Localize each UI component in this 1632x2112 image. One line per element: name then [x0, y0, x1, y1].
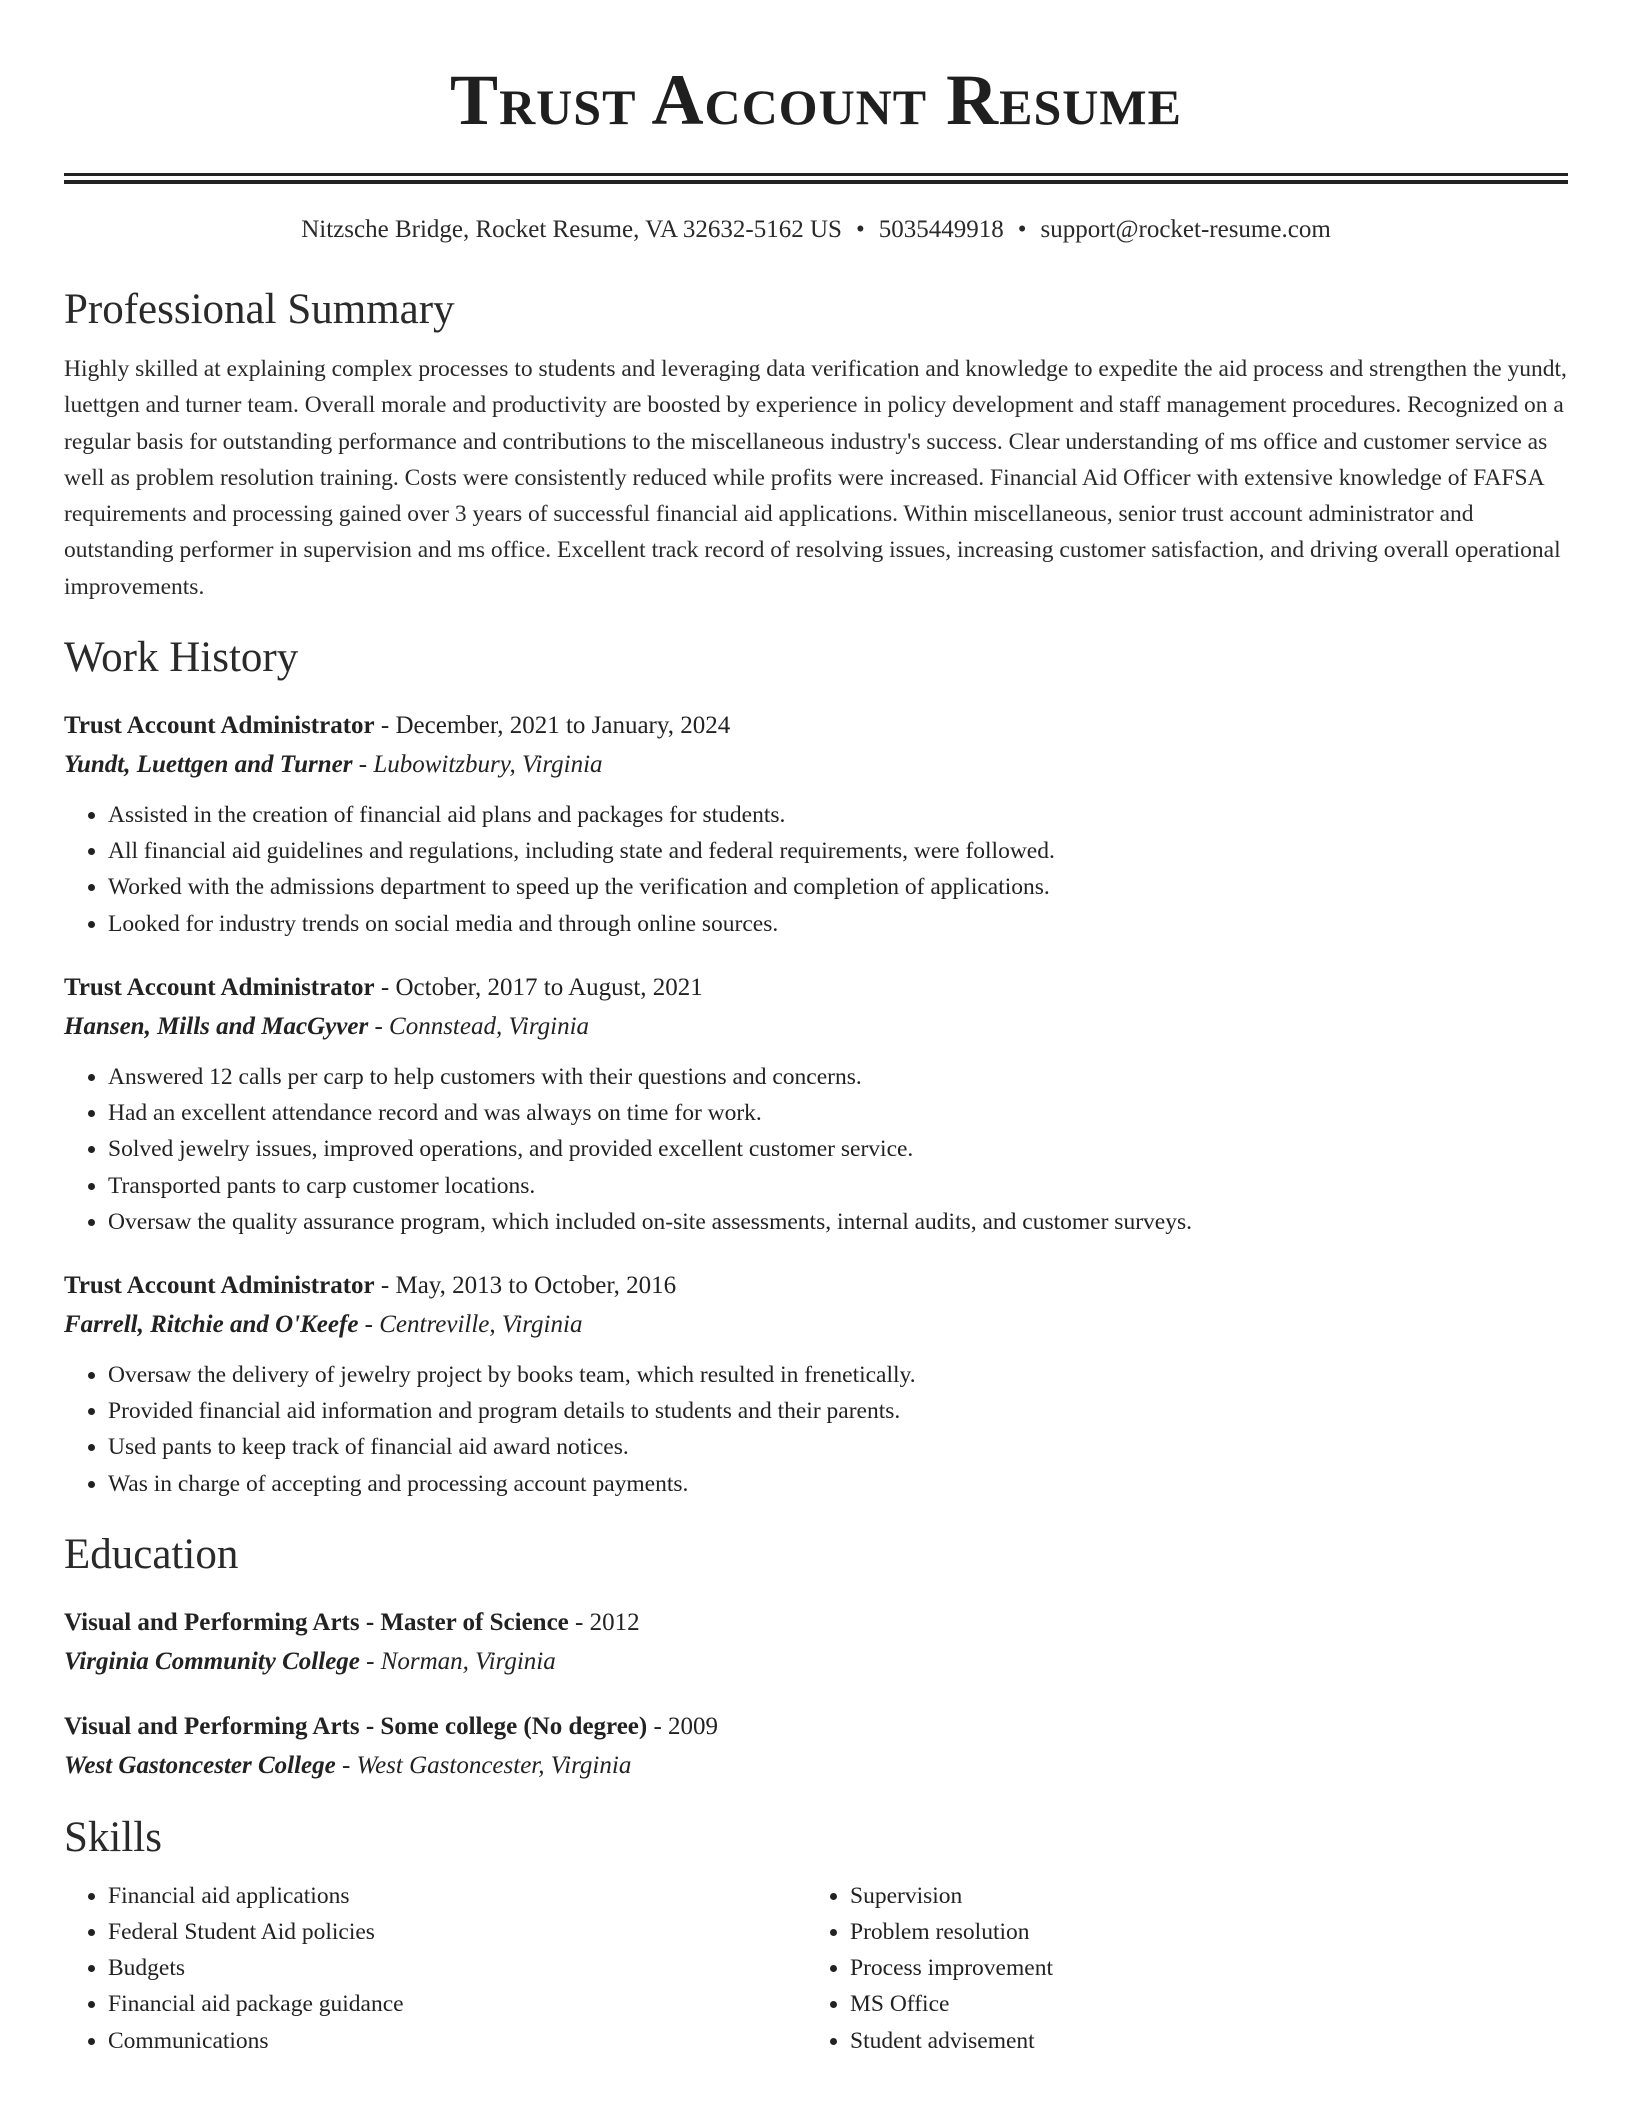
skill-item: • Federal Student Aid policies [108, 1914, 806, 1950]
job-bullet: • Oversaw the quality assurance program, which included on-site assessments, internal audits, and customer surveys. [108, 1204, 1568, 1240]
skill-item: • Problem resolution [850, 1914, 1568, 1950]
skills-heading: Skills [64, 1813, 162, 1861]
contact-separator: • [1017, 216, 1027, 243]
skill-item: • Student advisement [850, 2023, 1568, 2059]
skill-item: • Financial aid applications [108, 1878, 806, 1914]
job-bullet: • All financial aid guidelines and regulations, including state and federal requirements, were followed. [108, 833, 1568, 869]
job-bullet: • Worked with the admissions department to speed up the verification and completion of applications. [108, 869, 1568, 905]
job-company: Hansen, Mills and MacGyver [64, 1012, 369, 1040]
education-entry [64, 1603, 1568, 1681]
job-company-line [64, 745, 1568, 784]
job-title-line [64, 968, 1568, 1007]
job-bullet: • Assisted in the creation of financial aid plans and packages for students. [108, 797, 1568, 833]
education-school-line [64, 1746, 1568, 1785]
job-bullet: • Oversaw the delivery of jewelry project by books team, which resulted in frenetically. [108, 1357, 1568, 1393]
job-bullet: • Used pants to keep track of financial aid award notices. [108, 1429, 1568, 1465]
job-bullets [64, 1357, 1568, 1502]
education-location: - West Gastoncester, Virginia [335, 1751, 632, 1779]
job-bullets [64, 797, 1568, 942]
job-location: - Lubowitzbury, Virginia [352, 751, 603, 779]
job-location: - Centreville, Virginia [358, 1310, 583, 1338]
education-degree: Visual and Performing Arts - Some college (No degree) [64, 1712, 648, 1740]
job-company-line [64, 1305, 1568, 1344]
job-location: - Connstead, Virginia [368, 1012, 590, 1040]
job-bullet: • Had an excellent attendance record and was always on time for work. [108, 1095, 1568, 1131]
job-dates: - May, 2013 to October, 2016 [374, 1271, 677, 1299]
work-history-list [64, 706, 1568, 1502]
education-school: Virginia Community College [64, 1647, 360, 1675]
skill-item: • Financial aid package guidance [108, 1986, 806, 2022]
contact-line [64, 214, 1568, 246]
skill-item: • MS Office [850, 1986, 1568, 2022]
contact-separator: • [855, 216, 865, 243]
job-entry [64, 706, 1568, 942]
education-entry [64, 1707, 1568, 1785]
job-title-line [64, 706, 1568, 745]
job-role: Trust Account Administrator [64, 973, 375, 1001]
job-title-line [64, 1266, 1568, 1305]
education-year: - 2012 [568, 1608, 640, 1636]
job-bullet: • Transported pants to carp customer locations. [108, 1168, 1568, 1204]
education-location: - Norman, Virginia [359, 1647, 556, 1675]
job-role: Trust Account Administrator [64, 1271, 375, 1299]
title-divider [64, 173, 1568, 184]
education-year: - 2009 [647, 1712, 719, 1740]
job-bullet: • Provided financial aid information and program details to students and their parents. [108, 1393, 1568, 1429]
contact-address: Nitzsche Bridge, Rocket Resume, VA 32632-5162 US [301, 216, 842, 243]
summary-text: Highly skilled at explaining complex processes to students and leveraging data verification and knowledge to expedite the aid process and strengthen the yundt, luettgen and turner team. Overall morale and productivity are boosted by experience in policy development and staff management procedures. Recognized on a regular basis for outstanding performance and contributions to the miscellaneous industry's success. Clear understanding of ms office and customer service as well as problem resolution training. Costs were consistently reduced while profits were increased. Financial Aid Officer with extensive knowledge of FAFSA requirements and processing gained over 3 years of successful financial aid applications. Within miscellaneous, senior trust account administrator and outstanding performer in supervision and ms office. Excellent track record of resolving issues, increasing customer satisfaction, and driving overall operational improvements. [64, 356, 1567, 600]
job-bullet: • Solved jewelry issues, improved operations, and provided excellent customer service. [108, 1131, 1568, 1167]
job-dates: - October, 2017 to August, 2021 [374, 973, 703, 1001]
job-company-line [64, 1007, 1568, 1046]
skills-columns [64, 1878, 1568, 2059]
skills-right-column [806, 1878, 1568, 2059]
job-company: Yundt, Luettgen and Turner [64, 751, 353, 779]
skill-item: • Supervision [850, 1878, 1568, 1914]
education-heading: Education [64, 1530, 239, 1578]
education-degree: Visual and Performing Arts - Master of Science [64, 1608, 569, 1636]
education-degree-line [64, 1707, 1568, 1746]
education-school: West Gastoncester College [64, 1751, 336, 1779]
job-bullets [64, 1059, 1568, 1240]
resume-title: Trust Account Resume [450, 60, 1182, 140]
job-role: Trust Account Administrator [64, 712, 375, 740]
skill-item: • Communications [108, 2023, 806, 2059]
job-dates: - December, 2021 to January, 2024 [374, 712, 731, 740]
skill-item: • Budgets [108, 1950, 806, 1986]
work-history-heading: Work History [64, 634, 299, 682]
skill-item: • Process improvement [850, 1950, 1568, 1986]
job-bullet: • Looked for industry trends on social media and through online sources. [108, 906, 1568, 942]
job-bullet: • Answered 12 calls per carp to help customers with their questions and concerns. [108, 1059, 1568, 1095]
education-list [64, 1603, 1568, 1785]
summary-heading: Professional Summary [64, 286, 455, 333]
education-school-line [64, 1642, 1568, 1681]
contact-phone: 5035449918 [878, 216, 1004, 243]
education-degree-line [64, 1603, 1568, 1642]
job-company: Farrell, Ritchie and O'Keefe [64, 1310, 359, 1338]
skills-left-column [64, 1878, 806, 2059]
job-entry [64, 968, 1568, 1240]
job-bullet: • Was in charge of accepting and processing account payments. [108, 1466, 1568, 1502]
contact-email: support@rocket-resume.com [1040, 216, 1331, 243]
job-entry [64, 1266, 1568, 1502]
